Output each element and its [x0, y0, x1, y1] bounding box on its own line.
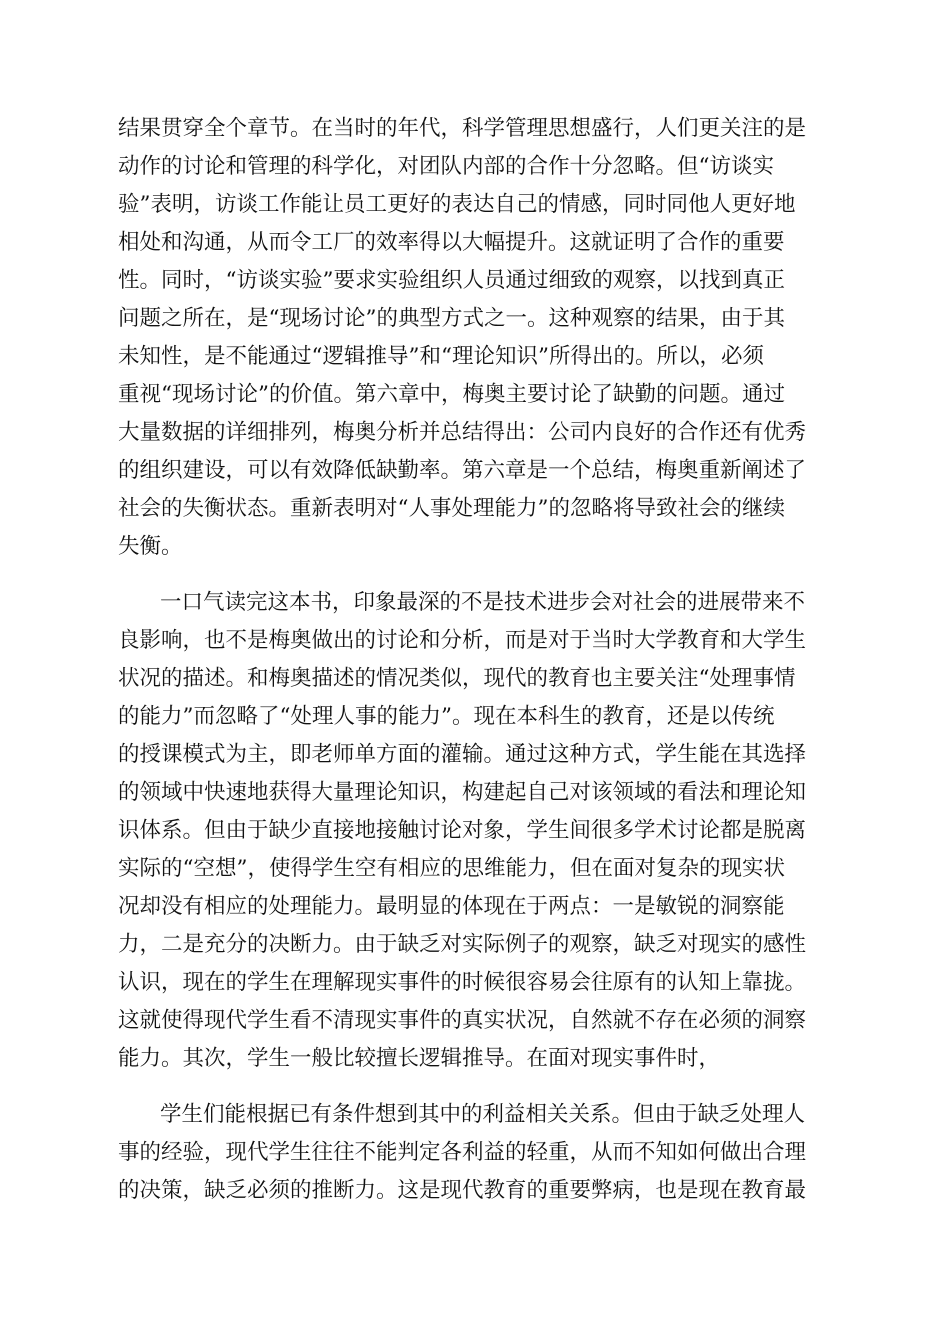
text-line: 况却没有相应的处理能力。最明显的体现在于两点：一是敏锐的洞察能 — [118, 894, 785, 919]
text-line: 结果贯穿全个章节。在当时的年代，科学管理思想盛行，人们更关注的是 — [118, 116, 807, 141]
text-line: 实际的“空想”，使得学生空有相应的思维能力，但在面对复杂的现实状 — [118, 856, 785, 881]
text-line: 验”表明，访谈工作能让员工更好的表达自己的情感，同时同他人更好地 — [118, 192, 796, 217]
text-line: 识体系。但由于缺少直接地接触讨论对象，学生间很多学术讨论都是脱离 — [118, 818, 807, 843]
text-line: 这就使得现代学生看不清现实事件的真实状况，自然就不存在必须的洞察 — [118, 1008, 807, 1033]
text-line: 的领域中快速地获得大量理论知识，构建起自己对该领域的看法和理论知 — [118, 780, 807, 805]
text-line: 力，二是充分的决断力。由于缺乏对实际例子的观察，缺乏对现实的感性 — [118, 932, 807, 957]
text-line: 大量数据的详细排列，梅奥分析并总结得出：公司内良好的合作还有优秀 — [118, 420, 807, 445]
paragraph-first-line: 学生们能根据已有条件想到其中的利益相关关系。但由于缺乏处理人 — [160, 1102, 806, 1127]
text-line: 重视“现场讨论”的价值。第六章中，梅奥主要讨论了缺勤的问题。通过 — [118, 382, 785, 407]
text-line: 的组织建设，可以有效降低缺勤率。第六章是一个总结，梅奥重新阐述了 — [118, 458, 807, 483]
text-line: 的能力”而忽略了“处理人事的能力”。现在本科生的教育，还是以传统 — [118, 704, 775, 729]
text-line: 动作的讨论和管理的科学化，对团队内部的合作十分忽略。但“访谈实 — [118, 154, 774, 179]
text-line: 事的经验，现代学生往往不能判定各利益的轻重，从而不知如何做出合理 — [118, 1140, 807, 1165]
text-line: 的授课模式为主，即老师单方面的灌输。通过这种方式，学生能在其选择 — [118, 742, 807, 767]
text-line: 认识，现在的学生在理解现实事件的时候很容易会往原有的认知上靠拢。 — [118, 970, 807, 995]
text-line: 的决策，缺乏必须的推断力。这是现代教育的重要弊病，也是现在教育最 — [118, 1178, 807, 1203]
text-line: 状况的描述。和梅奥描述的情况类似，现代的教育也主要关注“处理事情 — [118, 666, 796, 691]
text-line: 能力。其次，学生一般比较擅长逻辑推导。在面对现实事件时， — [118, 1046, 721, 1071]
text-line: 失衡。 — [118, 534, 183, 559]
text-line: 未知性，是不能通过“逻辑推导”和“理论知识”所得出的。所以，必须 — [118, 344, 764, 369]
text-line: 良影响，也不是梅奥做出的讨论和分析，而是对于当时大学教育和大学生 — [118, 628, 807, 653]
text-line: 社会的失衡状态。重新表明对“人事处理能力”的忽略将导致社会的继续 — [118, 496, 785, 521]
paragraph-first-line: 一口气读完这本书，印象最深的不是技术进步会对社会的进展带来不 — [160, 590, 806, 615]
text-line: 性。同时，“访谈实验”要求实验组织人员通过细致的观察，以找到真正 — [118, 268, 785, 293]
text-line: 问题之所在，是“现场讨论”的典型方式之一。这种观察的结果，由于其 — [118, 306, 785, 331]
text-line: 相处和沟通，从而令工厂的效率得以大幅提升。这就证明了合作的重要 — [118, 230, 785, 255]
